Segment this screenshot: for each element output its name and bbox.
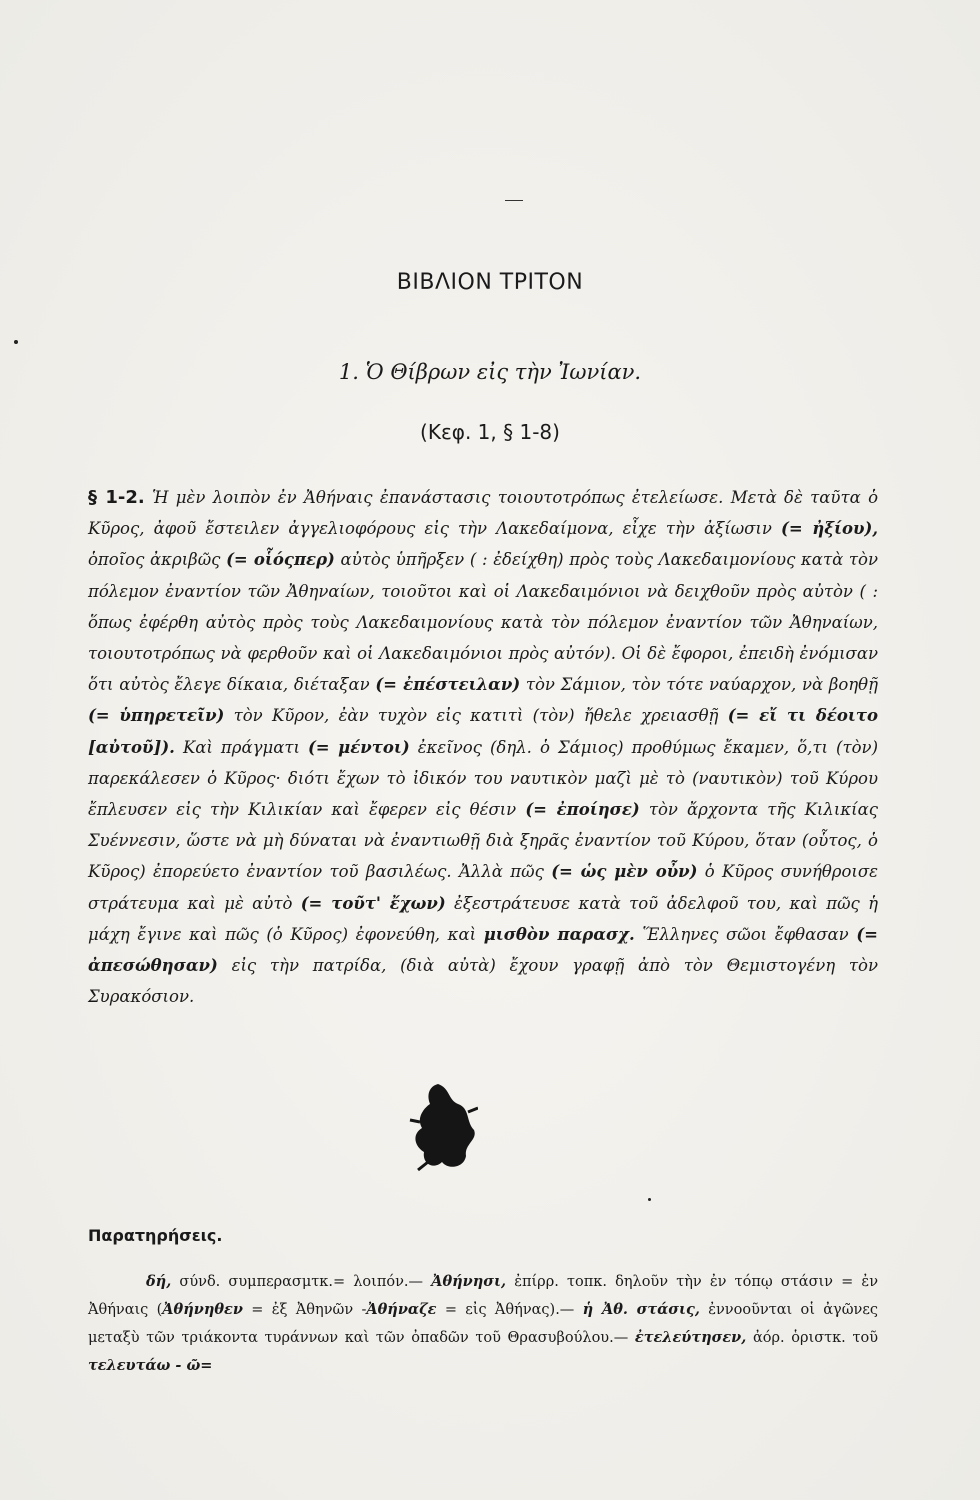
text-segment: αὐτὸς ὑπῆρξεν ( : ἐδείχθη) πρὸς τοὺς Λακεδαιμονίους κατὰ τὸν πόλεμον ἐναντίον τῶν Ἀθηναίων, τοιοῦτοι καὶ οἱ Λακεδαιμόνιοι νὰ δειχθοῦν πρὸς αὐτὸν ( : ὅπως ἐφέρθη αὐτὸς πρὸς τοὺς Λακεδαιμονίους κατὰ τὸν πόλεμον ἐναντίον τῶν Ἀθηναίων, τοιουτοτρόπως νὰ φερθοῦν καὶ οἱ Λακεδαιμόνιοι πρὸς αὐτόν). Οἱ δὲ ἔφοροι, ἐπειδὴ ἐνόμισαν ὅτι αὐτὸς ἔλεγε δίκαια, διέταξαν — [88, 550, 879, 695]
translation-paragraph — [88, 482, 878, 1012]
section-mark: § 1-2. — [88, 487, 145, 508]
text-segment: ἐξεστράτευσε κατὰ τοῦ ἀδελφοῦ του, — [454, 893, 782, 913]
note-term: ἐτελεύτησεν, — [634, 1329, 747, 1346]
text-segment: τὸν Σάμιον, τὸν τότε ναύαρχον, νὰ βοηθῇ — [525, 675, 879, 695]
text-segment: Ἕλληνες σῶοι ἔφθασαν — [642, 924, 849, 944]
text-segment: ἐκεῖνος (δηλ. ὁ Σάμιος) προθύμως ἔκαμεν, ὅ,τι (τὸν) παρεκάλεσεν ὁ Κῦρος· διότι ἔχων τὸ ἰδικόν του ναυτικὸν μαζὶ μὲ τὸ (ναυτικὸν) τοῦ Κύρου ἔπλευσεν εἰς τὴν Κιλικίαν καὶ ἔφερεν εἰς θέσιν — [88, 737, 879, 820]
text-segment: καὶ πῶς ἡ μάχη ἔγινε καὶ πῶς (ὁ Κῦρος) ἐφονεύθη, καὶ — [88, 893, 879, 944]
dust-speck — [648, 1198, 651, 1201]
notes-heading: Παρατηρήσεις. — [88, 1226, 223, 1245]
notes-paragraph — [88, 1268, 878, 1380]
gloss: (= οἷόςπερ) — [226, 550, 335, 570]
gloss: (= ὡς μὲν οὖν) — [551, 862, 698, 882]
ink-blot-icon — [408, 1082, 478, 1172]
gloss: (= ἐπέστειλαν) — [375, 675, 521, 695]
gloss: (= εἴ τι δέοιτο [αὐτοῦ]). — [88, 706, 878, 757]
page-dash-mark — [505, 200, 523, 201]
text-segment: ὁ Κῦρος συνήθροισε στράτευμα καὶ μὲ αὐτὸ — [88, 862, 879, 913]
gloss: (= ὑπηρετεῖν) — [88, 706, 225, 726]
note-term: Ἀθήνησι, — [431, 1273, 507, 1290]
note-text: ἀόρ. ὁριστκ. τοῦ — [752, 1330, 879, 1346]
book-title: ΒΙΒΛΙΟΝ ΤΡΙΤΟΝ — [396, 270, 584, 295]
gloss: (= ἠξίου), — [781, 519, 878, 539]
note-text: = εἰς Ἀθήνας).— — [444, 1302, 575, 1318]
chapter-reference: (Κεφ. 1, § 1-8) — [420, 420, 560, 444]
gloss: μισθὸν παρασχ. — [483, 924, 635, 944]
gloss: (= τοῦτ' ἔχων) — [300, 893, 446, 913]
chapter-title: 1. Ὁ Θίβρων εἰς τὴν Ἰωνίαν. — [338, 360, 642, 384]
gloss: (= ἐποίησε) — [525, 800, 640, 820]
note-term: τελευτάω - ῶ= — [88, 1357, 213, 1374]
note-term: ἡ Ἀθ. στάσις, — [582, 1301, 700, 1318]
dust-speck — [14, 340, 18, 344]
note-text: ἐννοοῦνται οἱ ἀγῶνες μεταξὺ τῶν τριάκοντα τυράννων καὶ τῶν ὀπαδῶν τοῦ Θρασυβούλου.— — [88, 1302, 878, 1346]
note-text: = ἐξ Ἀθηνῶν - — [251, 1302, 367, 1318]
text-segment: ὁποῖος ἀκριβῶς — [88, 550, 221, 570]
text-segment: τὸν ἄρχοντα τῆς Κιλικίας Συέννεσιν, ὥστε νὰ μὴ δύναται νὰ ἐναντιωθῇ διὰ ξηρᾶς ἐναντίον τοῦ Κύρου, ὅταν (οὗτος, ὁ Κῦρος) ἐπορεύετο ἐναντίον τοῦ βασιλέως. Ἀλλὰ πῶς — [88, 800, 879, 882]
note-term: Ἀθήναζε — [366, 1301, 437, 1318]
gloss: (= ἀπεσώθησαν) — [88, 924, 878, 976]
note-text: σύνδ. συμπερασμτκ.= λοιπόν.— — [179, 1274, 424, 1290]
text-segment: τὸν Κῦρον, ἐὰν τυχὸν εἰς κατιτὶ (τὸν) ἤθελε χρειασθῇ — [233, 706, 719, 726]
gloss: (= μέντοι) — [308, 737, 410, 757]
text-segment: εἰς τὴν πατρίδα, (διὰ αὐτὰ) ἔχουν γραφῇ ἀπὸ τὸν Θεμιστογένη τὸν Συρακόσιον. — [88, 956, 879, 1007]
note-text: ἐπίρρ. τοπκ. δηλοῦν τὴν ἐν τόπῳ στάσιν = ἐν Ἀθήναις ( — [88, 1274, 879, 1318]
text-segment: Ἡ μὲν λοιπὸν ἐν Ἀθήναις ἐπανάστασις τοιουτοτρόπως ἐτελείωσε. Μετὰ δὲ ταῦτα ὁ Κῦρος, ἀφοῦ ἔστειλεν ἀγγελιοφόρους εἰς τὴν Λακεδαίμονα, εἶχε τὴν ἀξίωσιν — [88, 488, 879, 539]
note-term: Ἀθήνηθεν — [162, 1301, 243, 1318]
note-term: δή, — [146, 1273, 172, 1290]
text-segment: Καὶ πράγματι — [182, 737, 300, 757]
